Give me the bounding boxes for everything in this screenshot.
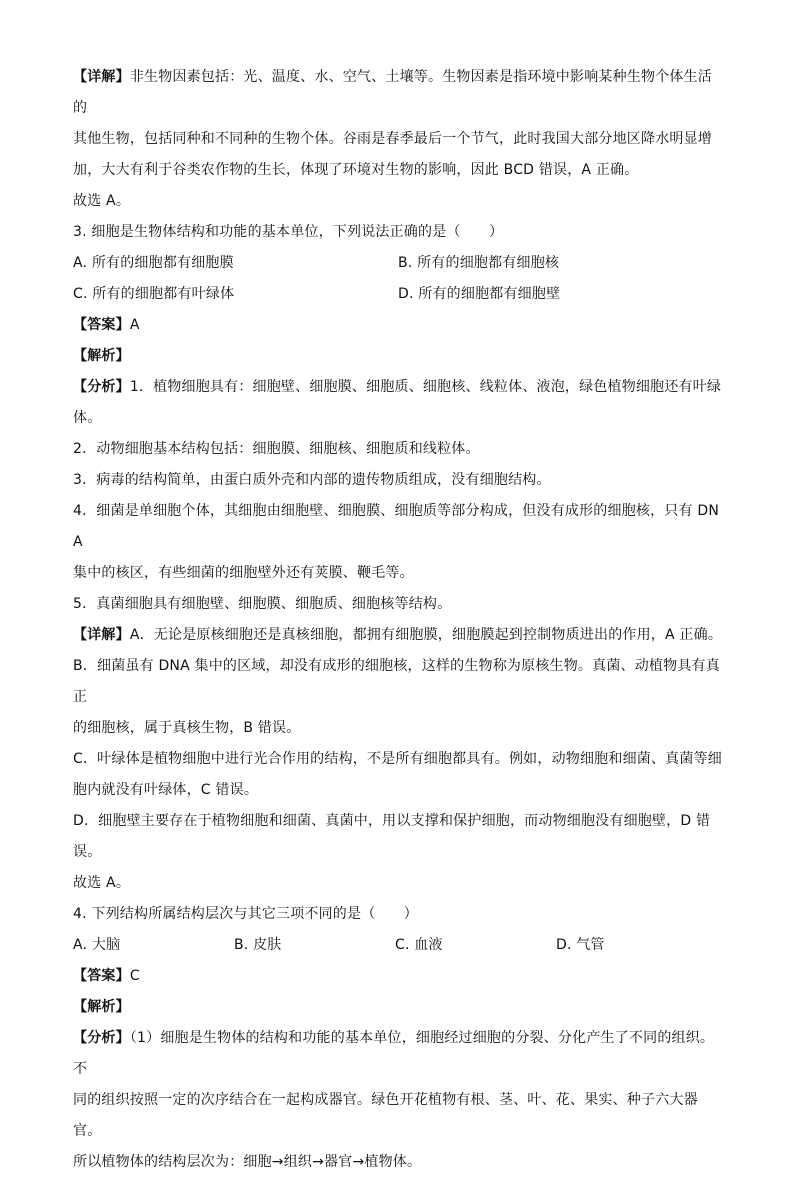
q2-conclusion: 故选 A。 bbox=[73, 193, 131, 209]
q3-analysis-p2: 2．动物细胞基本结构包括：细胞膜、细胞核、细胞质和线粒体。 bbox=[73, 441, 480, 457]
q3-analysis-line-1 bbox=[73, 372, 723, 403]
q3-detail-b-line-2: 的细胞核，属于真核生物，B 错误。 bbox=[73, 720, 301, 736]
q3-options-row-2 bbox=[73, 279, 723, 310]
answer-tag: 【答案】 bbox=[73, 968, 130, 984]
q4-answer bbox=[73, 961, 723, 992]
q3-analysis-p4-line-1: 4．细菌是单细胞个体，其细胞由细胞壁、细胞膜、细胞质等部分构成，但没有成形的细胞核，只有 DNA bbox=[73, 503, 720, 550]
q4-options-row bbox=[73, 930, 723, 961]
q3-answer bbox=[73, 310, 723, 341]
q4-option-b: B. 皮肤 bbox=[234, 937, 282, 953]
detail-tag: 【详解】 bbox=[73, 69, 130, 85]
q4-stem: 4. 下列结构所属结构层次与其它三项不同的是（ ） bbox=[73, 906, 419, 922]
q4-analysis-line-2: 同的组织按照一定的次序结合在一起构成器官。绿色开花植物有根、茎、叶、花、果实、种子六大器官。 bbox=[73, 1092, 698, 1139]
detail-text: 非生物因素包括：光、温度、水、空气、土壤等。生物因素是指环境中影响某种生物个体生活的 bbox=[73, 69, 713, 116]
analysis-sub-tag: 【分析】 bbox=[73, 1030, 130, 1046]
analysis-tag: 【解析】 bbox=[73, 348, 130, 364]
q3-analysis-heading bbox=[73, 341, 723, 372]
q2-detail-line-1 bbox=[73, 62, 723, 124]
q4-analysis-line-3: 所以植物体的结构层次为：细胞→组织→器官→植物体。 bbox=[73, 1154, 422, 1170]
q3-detail-a bbox=[73, 620, 723, 651]
q4-option-c: C. 血液 bbox=[395, 937, 443, 953]
q3-option-c: C. 所有的细胞都有叶绿体 bbox=[73, 286, 235, 302]
q3-analysis-p4-line-2: 集中的核区，有些细菌的细胞壁外还有荚膜、鞭毛等。 bbox=[73, 565, 414, 581]
q3-detail-c-line-1: C．叶绿体是植物细胞中进行光合作用的结构，不是所有细胞都具有。例如，动物细胞和细菌、真菌等细 bbox=[73, 751, 722, 767]
detail-tag: 【详解】 bbox=[73, 627, 130, 643]
answer-value: C bbox=[129, 968, 140, 984]
q3-analysis-p3: 3．病毒的结构简单，由蛋白质外壳和内部的遗传物质组成，没有细胞结构。 bbox=[73, 472, 551, 488]
analysis-tag: 【解析】 bbox=[73, 999, 130, 1015]
q3-analysis-line-2: 体。 bbox=[73, 410, 102, 426]
answer-value: A bbox=[129, 317, 140, 333]
q4-analysis-heading bbox=[73, 992, 723, 1023]
q4-analysis-line-1 bbox=[73, 1023, 723, 1085]
q3-detail-d-line-2: 误。 bbox=[73, 844, 102, 860]
q3-option-b: B. 所有的细胞都有细胞核 bbox=[398, 255, 560, 271]
q3-detail-d-line-1: D．细胞壁主要存在于植物细胞和细菌、真菌中，用以支撑和保护细胞，而动物细胞没有细胞壁，D 错 bbox=[73, 813, 711, 829]
q2-detail-line-2: 其他生物，包括同种和不同种的生物个体。谷雨是春季最后一个节气，此时我国大部分地区降水明显增 bbox=[73, 131, 712, 147]
analysis-text: 1．植物细胞具有：细胞壁、细胞膜、细胞质、细胞核、线粒体、液泡，绿色植物细胞还有叶绿 bbox=[129, 379, 722, 395]
q4-option-d: D. 气管 bbox=[556, 937, 605, 953]
q3-option-a: A. 所有的细胞都有细胞膜 bbox=[73, 255, 234, 271]
q3-detail-b-line-1: B．细菌虽有 DNA 集中的区域，却没有成形的细胞核，这样的生物称为原核生物。真菌、动植物具有真正 bbox=[73, 658, 720, 705]
document-page bbox=[73, 62, 723, 1178]
detail-text: A．无论是原核细胞还是真核细胞，都拥有细胞膜，细胞膜起到控制物质进出的作用，A 正确。 bbox=[129, 627, 723, 643]
q2-detail-line-3: 加，大大有利于谷类农作物的生长，体现了环境对生物的影响，因此 BCD 错误，A 正确。 bbox=[73, 162, 639, 178]
analysis-text: （1）细胞是生物体的结构和功能的基本单位，细胞经过细胞的分裂、分化产生了不同的组织。不 bbox=[73, 1030, 715, 1077]
q3-conclusion: 故选 A。 bbox=[73, 875, 131, 891]
q3-analysis-p5: 5．真菌细胞具有细胞壁、细胞膜、细胞质、细胞核等结构。 bbox=[73, 596, 452, 612]
q3-options-row-1 bbox=[73, 248, 723, 279]
q3-stem: 3. 细胞是生物体结构和功能的基本单位，下列说法正确的是（ ） bbox=[73, 224, 504, 240]
q4-option-a: A. 大脑 bbox=[73, 937, 121, 953]
answer-tag: 【答案】 bbox=[73, 317, 130, 333]
q3-detail-c-line-2: 胞内就没有叶绿体，C 错误。 bbox=[73, 782, 259, 798]
q3-option-d: D. 所有的细胞都有细胞壁 bbox=[398, 286, 561, 302]
analysis-sub-tag: 【分析】 bbox=[73, 379, 130, 395]
